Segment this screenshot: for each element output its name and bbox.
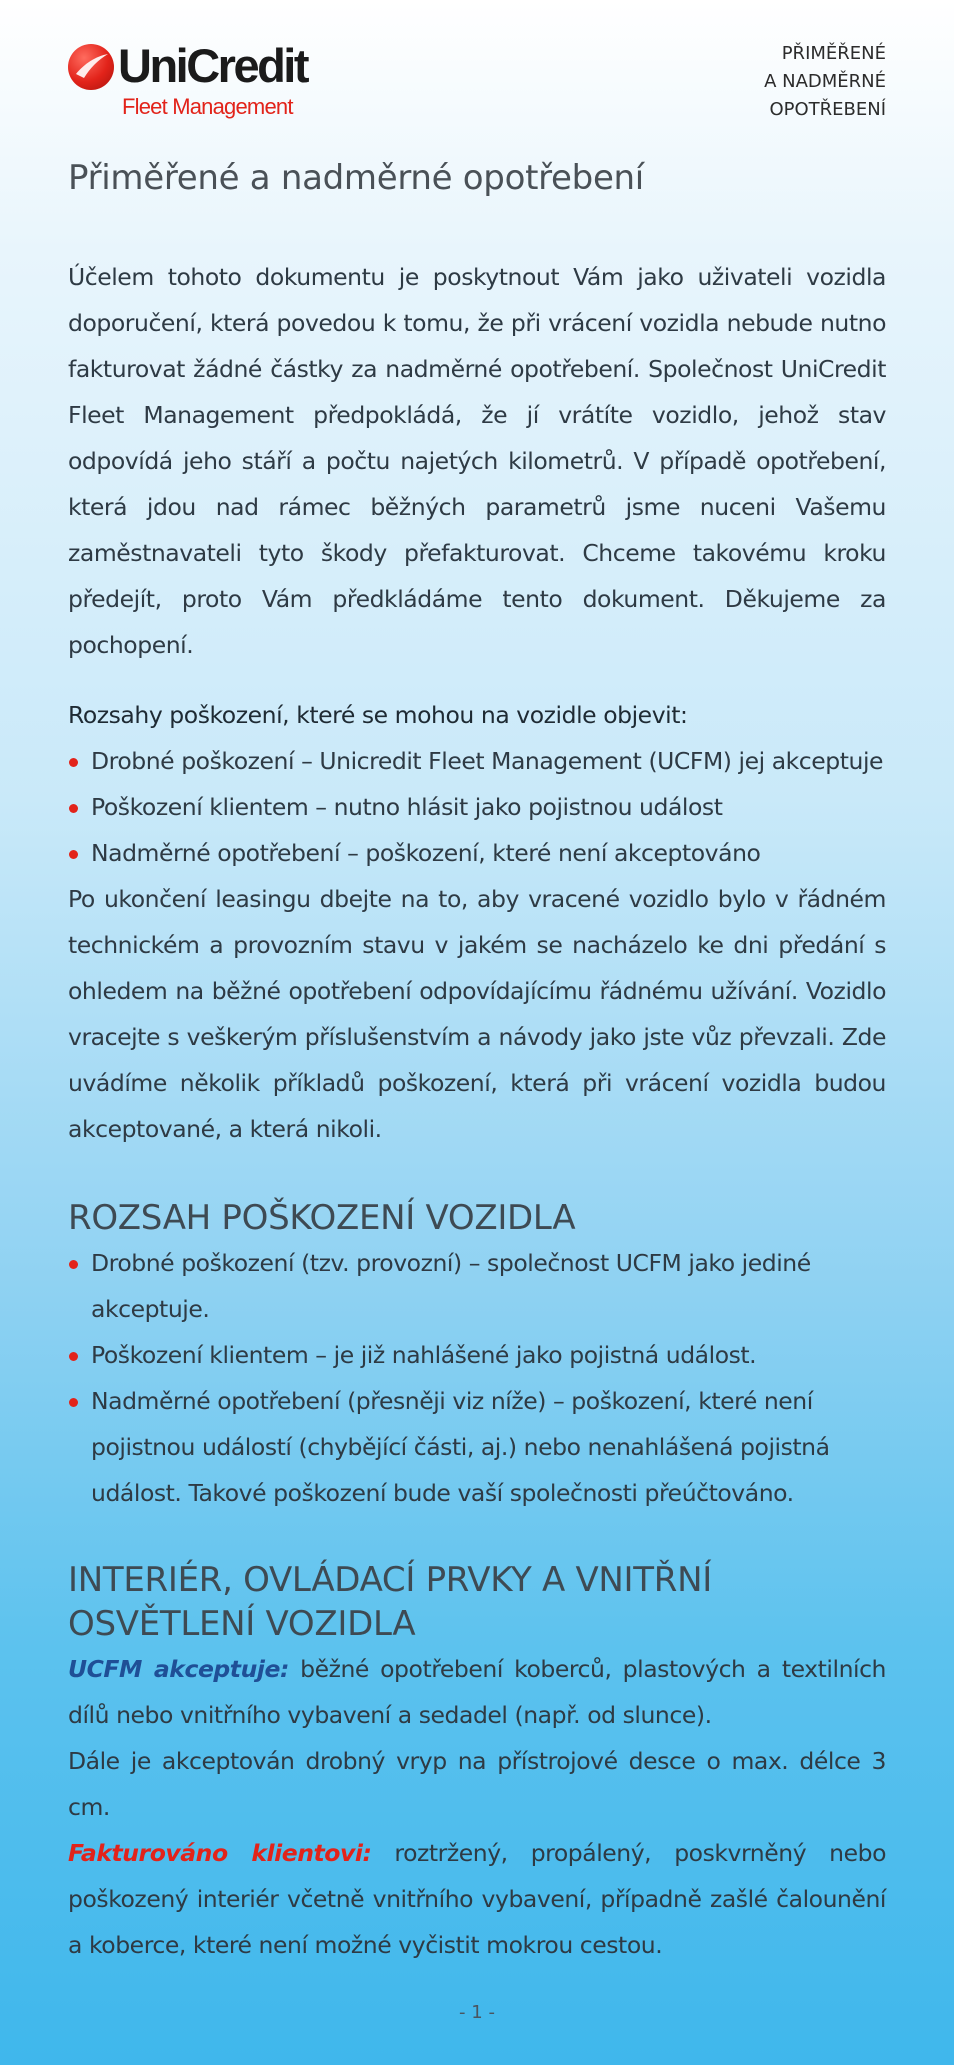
- list-item: Nadměrné opotřebení – poškození, které není akceptováno: [68, 830, 886, 876]
- interior-heading: INTERIÉR, OVLÁDACÍ PRVKY A VNITŘNÍ OSVĚTLENÍ VOZIDLA: [68, 1560, 712, 1644]
- accepted-label: UCFM akceptuje:: [68, 1655, 289, 1683]
- list-item: Poškození klientem – je již nahlášené jako pojistná událost.: [68, 1332, 886, 1378]
- header-label-line: OPOTŘEBENÍ: [769, 99, 886, 120]
- list-item: Poškození klientem – nutno hlásit jako pojistnou událost: [68, 784, 886, 830]
- unicredit-ball-icon: [68, 44, 114, 90]
- damage-section: [68, 1196, 886, 1516]
- billed-text: roztržený, propálený, poskvrněný nebo poškozený interiér včetně vnitřního vybavení, případně zašlé čalounění a koberce, které není možné vyčistit mokrou cestou.: [68, 1839, 886, 1959]
- list-item: Drobné poškození – Unicredit Fleet Management (UCFM) jej akceptuje: [68, 738, 886, 784]
- scope-heading: Rozsahy poškození, které se mohou na vozidle objevit:: [68, 701, 688, 729]
- document-content: [68, 156, 886, 1968]
- interior-accepted-paragraph: [68, 1646, 886, 1738]
- logo-subtitle: Fleet Management: [122, 94, 293, 119]
- interior-extra-paragraph: Dále je akceptován drobný vryp na přístrojové desce o max. délce 3 cm.: [68, 1747, 886, 1821]
- unicredit-logo: [68, 39, 318, 122]
- damage-heading: ROZSAH POŠKOZENÍ VOZIDLA: [68, 1198, 576, 1238]
- header-label-line: A NADMĚRNÉ: [764, 71, 886, 92]
- accepted-text: běžné opotřebení koberců, plastových a textilních dílů nebo vnitřního vybavení a sedadel (např. od slunce).: [68, 1655, 887, 1729]
- page-title: Přiměřené a nadměrné opotřebení: [68, 158, 644, 198]
- interior-billed-paragraph: [68, 1830, 886, 1968]
- scope-paragraph: Po ukončení leasingu dbejte na to, aby vracené vozidlo bylo v řádném technickém a provozním stavu v jakém se nacházelo ke dni předání s ohledem na běžné opotřebení odpovídajícímu řádnému užívání. Vozidlo vracejte s veškerým příslušenstvím a návody jako jste vůz převzali. Zde uvádíme několik příkladů poškození, která při vrácení vozidla budou akceptované, a která nikoli.: [68, 885, 886, 1143]
- billed-label: Fakturováno klientovi:: [68, 1839, 372, 1867]
- header-label-line: PŘIMĚŘENÉ: [781, 43, 886, 64]
- damage-list: [68, 1240, 886, 1516]
- list-item: Nadměrné opotřebení (přesněji viz níže) – poškození, které není pojistnou událostí (chybějící části, aj.) nebo nenahlášená pojistná událost. Takové poškození bude vaší společnosti přeúčtováno.: [68, 1378, 886, 1516]
- list-item: Drobné poškození (tzv. provozní) – společnost UCFM jako jediné akceptuje.: [68, 1240, 886, 1332]
- page-number: - 1 -: [459, 2002, 495, 2023]
- logo-name: UniCredit: [118, 39, 307, 92]
- scope-list: [68, 738, 886, 876]
- header-label: [686, 40, 886, 124]
- interior-section: [68, 1558, 886, 1968]
- intro-paragraph: Účelem tohoto dokumentu je poskytnout Vám jako uživateli vozidla doporučení, která povedou k tomu, že při vrácení vozidla nebude nutno fakturovat žádné částky za nadměrné opotřebení. Společnost UniCredit Fleet Management předpokládá, že jí vrátíte vozidlo, jehož stav odpovídá jeho stáří a počtu najetých kilometrů. V případě opotřebení, která jdou nad rámec běžných parametrů jsme nuceni Vašemu zaměstnavateli tyto škody přefakturovat. Chceme takovému kroku předejít, proto Vám předkládáme tento dokument. Děkujeme za pochopení.: [68, 263, 886, 659]
